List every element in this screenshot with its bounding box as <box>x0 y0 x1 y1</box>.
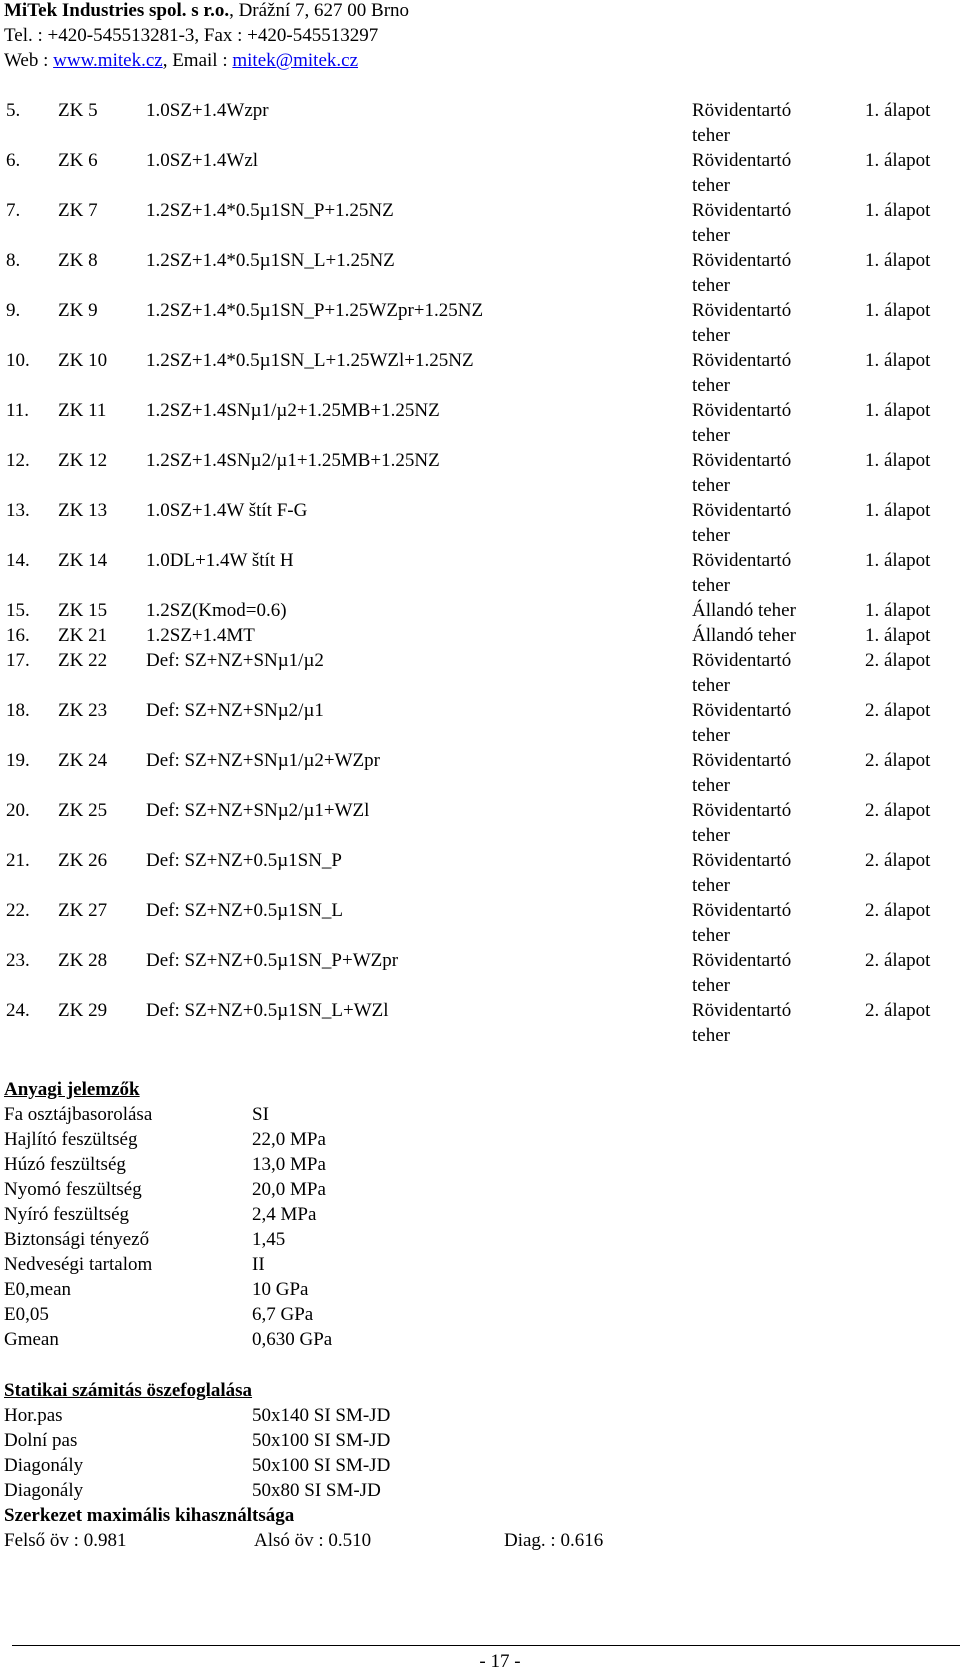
load-duration-line1: Rövidentartó <box>692 850 792 871</box>
combination-row <box>0 798 960 848</box>
combination-formula: 1.2SZ+1.4SNµ1/µ2+1.25MB+1.25NZ <box>146 400 440 421</box>
member-section <box>4 1478 381 1503</box>
load-combinations-list <box>0 98 960 1048</box>
combination-number: 15. <box>6 600 30 621</box>
combination-formula: Def: SZ+NZ+SNµ1/µ2+WZpr <box>146 750 380 771</box>
web-label: Web : <box>4 50 54 71</box>
combination-row <box>0 598 960 623</box>
combination-number: 20. <box>6 800 30 821</box>
utilization-row <box>4 1528 604 1553</box>
limit-state: 2. álapot <box>865 850 931 871</box>
load-duration-line1: Rövidentartó <box>692 400 792 421</box>
member-section <box>4 1403 391 1428</box>
limit-state: 1. álapot <box>865 400 931 421</box>
combination-row <box>0 948 960 998</box>
footer-divider <box>12 1645 960 1646</box>
material-property <box>4 1252 265 1277</box>
load-duration-line2: teher <box>692 125 730 146</box>
combination-row <box>0 698 960 748</box>
combination-row <box>0 748 960 798</box>
web-link[interactable]: www.mitek.cz <box>53 50 163 71</box>
limit-state: 2. álapot <box>865 900 931 921</box>
combination-number: 11. <box>6 400 30 421</box>
member-section-label: Diagonály <box>4 1480 84 1501</box>
combination-id: ZK 9 <box>58 300 98 321</box>
load-duration-line1: Rövidentartó <box>692 250 792 271</box>
combination-row <box>0 848 960 898</box>
combination-formula: 1.0SZ+1.4W štít F-G <box>146 500 308 521</box>
material-property-label: Biztonsági tényező <box>4 1229 150 1250</box>
limit-state: 1. álapot <box>865 350 931 371</box>
combination-id: ZK 15 <box>58 600 108 621</box>
combination-row <box>0 623 960 648</box>
combination-row <box>0 648 960 698</box>
load-duration-line2: teher <box>692 975 730 996</box>
load-duration-type <box>692 798 791 848</box>
combination-id: ZK 10 <box>58 350 108 371</box>
load-duration-line1: Rövidentartó <box>692 750 792 771</box>
company-line <box>4 0 409 23</box>
material-property-value: 13,0 MPa <box>252 1154 326 1175</box>
load-duration-type <box>692 548 791 598</box>
combination-number: 8. <box>6 250 21 271</box>
web-email-line <box>4 48 409 73</box>
combination-number: 17. <box>6 650 30 671</box>
summary-items <box>4 1403 391 1503</box>
material-property <box>4 1327 333 1352</box>
load-duration-line2: teher <box>692 775 730 796</box>
combination-id: ZK 12 <box>58 450 108 471</box>
tel-fax-line: Tel. : +420-545513281-3, Fax : +420-545513297 <box>4 25 379 46</box>
material-property <box>4 1227 286 1252</box>
page-number: - 17 - <box>479 1651 521 1672</box>
load-duration-type <box>692 98 791 148</box>
member-section-label: Hor.pas <box>4 1405 63 1426</box>
material-property-value: 20,0 MPa <box>252 1179 326 1200</box>
material-property-label: Nedveségi tartalom <box>4 1254 153 1275</box>
combination-formula: 1.0SZ+1.4Wzpr <box>146 100 269 121</box>
load-duration-line1: Rövidentartó <box>692 350 792 371</box>
summary-title: Statikai számitás öszefoglalása <box>4 1380 253 1401</box>
load-duration-type <box>692 398 791 448</box>
load-duration-line1: Rövidentartó <box>692 550 792 571</box>
material-property-value: SI <box>252 1104 269 1125</box>
combination-number: 19. <box>6 750 30 771</box>
load-duration-type <box>692 148 791 198</box>
combination-row <box>0 198 960 248</box>
combination-row <box>0 398 960 448</box>
combination-formula: Def: SZ+NZ+SNµ1/µ2 <box>146 650 324 671</box>
combination-number: 16. <box>6 625 30 646</box>
limit-state: 2. álapot <box>865 650 931 671</box>
member-section-value: 50x100 SI SM-JD <box>252 1455 391 1476</box>
combination-formula: 1.2SZ+1.4*0.5µ1SN_P+1.25WZpr+1.25NZ <box>146 300 484 321</box>
combination-row <box>0 148 960 198</box>
combination-formula: 1.2SZ+1.4*0.5µ1SN_L+1.25WZl+1.25NZ <box>146 350 474 371</box>
limit-state: 2. álapot <box>865 800 931 821</box>
member-section-value: 50x100 SI SM-JD <box>252 1430 391 1451</box>
combination-number: 9. <box>6 300 21 321</box>
load-duration-line1: Rövidentartó <box>692 500 792 521</box>
combination-id: ZK 13 <box>58 500 108 521</box>
combination-formula: 1.2SZ+1.4MT <box>146 625 255 646</box>
combination-number: 23. <box>6 950 30 971</box>
combination-formula: Def: SZ+NZ+0.5µ1SN_P+WZpr <box>146 950 399 971</box>
limit-state: 1. álapot <box>865 500 931 521</box>
load-duration-line1: Rövidentartó <box>692 650 792 671</box>
material-property <box>4 1302 314 1327</box>
combination-id: ZK 24 <box>58 750 108 771</box>
member-section-value: 50x140 SI SM-JD <box>252 1405 391 1426</box>
load-duration-type <box>692 198 791 248</box>
limit-state: 2. álapot <box>865 750 931 771</box>
material-property-value: 1,45 <box>252 1229 286 1250</box>
limit-state: 2. álapot <box>865 1000 931 1021</box>
limit-state: 1. álapot <box>865 600 931 621</box>
combination-id: ZK 5 <box>58 100 98 121</box>
limit-state: 2. álapot <box>865 700 931 721</box>
combination-id: ZK 22 <box>58 650 108 671</box>
load-duration-type <box>692 998 791 1048</box>
load-duration-line1: Rövidentartó <box>692 1000 792 1021</box>
combination-number: 22. <box>6 900 30 921</box>
combination-number: 18. <box>6 700 30 721</box>
load-duration-line2: teher <box>692 275 730 296</box>
combination-formula: 1.2SZ(Kmod=0.6) <box>146 600 287 621</box>
limit-state: 1. álapot <box>865 200 931 221</box>
email-label: , Email : <box>162 50 233 71</box>
limit-state: 2. álapot <box>865 950 931 971</box>
material-property <box>4 1127 326 1152</box>
load-duration-line1: Rövidentartó <box>692 200 792 221</box>
limit-state: 1. álapot <box>865 100 931 121</box>
combination-number: 14. <box>6 550 30 571</box>
load-duration-line2: teher <box>692 925 730 946</box>
load-duration-type <box>692 248 791 298</box>
combination-number: 12. <box>6 450 30 471</box>
combination-formula: Def: SZ+NZ+0.5µ1SN_L+WZl <box>146 1000 389 1021</box>
member-section-label: Dolní pas <box>4 1430 78 1451</box>
material-property-label: E0,mean <box>4 1279 72 1300</box>
material-property <box>4 1102 269 1127</box>
combination-formula: Def: SZ+NZ+0.5µ1SN_L <box>146 900 344 921</box>
combination-formula: Def: SZ+NZ+SNµ2/µ1 <box>146 700 324 721</box>
material-property-label: Gmean <box>4 1329 59 1350</box>
materials-items <box>4 1102 333 1352</box>
material-property-value: II <box>252 1254 265 1275</box>
material-property <box>4 1277 309 1302</box>
diagonal-utilization: Diag. : 0.616 <box>504 1530 604 1551</box>
load-duration-line1: Rövidentartó <box>692 700 792 721</box>
material-property-value: 10 GPa <box>252 1279 309 1300</box>
combination-id: ZK 29 <box>58 1000 108 1021</box>
combination-row <box>0 998 960 1048</box>
combination-row <box>0 548 960 598</box>
material-property-label: Nyíró feszültség <box>4 1204 130 1225</box>
max-utilization-title: Szerkezet maximális kihasználtsága <box>4 1505 295 1526</box>
materials-title: Anyagi jelemzők <box>4 1079 140 1100</box>
load-duration-line2: teher <box>692 325 730 346</box>
load-duration-line1: Állandó teher <box>692 625 796 646</box>
combination-number: 24. <box>6 1000 30 1021</box>
material-property <box>4 1177 326 1202</box>
load-duration-type <box>692 648 791 698</box>
limit-state: 1. álapot <box>865 550 931 571</box>
limit-state: 1. álapot <box>865 150 931 171</box>
member-section <box>4 1453 391 1478</box>
company-name: MiTek Industries spol. s r.o. <box>4 0 230 21</box>
combination-id: ZK 26 <box>58 850 108 871</box>
limit-state: 1. álapot <box>865 250 931 271</box>
combination-formula: Def: SZ+NZ+SNµ2/µ1+WZl <box>146 800 370 821</box>
load-duration-type <box>692 623 796 648</box>
company-address: , Drážní 7, 627 00 Brno <box>229 0 410 21</box>
load-duration-type <box>692 598 796 623</box>
load-duration-line1: Rövidentartó <box>692 800 792 821</box>
material-property-label: E0,05 <box>4 1304 49 1325</box>
load-duration-type <box>692 898 791 948</box>
combination-id: ZK 6 <box>58 150 98 171</box>
load-duration-line1: Rövidentartó <box>692 900 792 921</box>
load-duration-line2: teher <box>692 225 730 246</box>
load-duration-type <box>692 848 791 898</box>
combination-number: 6. <box>6 150 21 171</box>
combination-id: ZK 21 <box>58 625 108 646</box>
materials-section <box>4 1077 333 1352</box>
combination-id: ZK 11 <box>58 400 107 421</box>
load-duration-type <box>692 448 791 498</box>
limit-state: 1. álapot <box>865 625 931 646</box>
combination-row <box>0 298 960 348</box>
load-duration-line2: teher <box>692 425 730 446</box>
combination-id: ZK 14 <box>58 550 108 571</box>
load-duration-type <box>692 298 791 348</box>
material-property-value: 0,630 GPa <box>252 1329 333 1350</box>
limit-state: 1. álapot <box>865 450 931 471</box>
combination-number: 13. <box>6 500 30 521</box>
load-duration-line2: teher <box>692 1025 730 1046</box>
combination-row <box>0 898 960 948</box>
load-duration-type <box>692 948 791 998</box>
material-property <box>4 1152 326 1177</box>
combination-id: ZK 7 <box>58 200 98 221</box>
load-duration-type <box>692 698 791 748</box>
load-duration-type <box>692 748 791 798</box>
lower-chord-utilization: Alsó öv : 0.510 <box>254 1530 372 1551</box>
load-duration-line2: teher <box>692 875 730 896</box>
combination-row <box>0 248 960 298</box>
combination-id: ZK 25 <box>58 800 108 821</box>
combination-row <box>0 448 960 498</box>
load-duration-line1: Rövidentartó <box>692 950 792 971</box>
load-duration-line2: teher <box>692 475 730 496</box>
load-duration-type <box>692 498 791 548</box>
load-duration-line2: teher <box>692 175 730 196</box>
load-duration-type <box>692 348 791 398</box>
load-duration-line2: teher <box>692 375 730 396</box>
material-property-value: 6,7 GPa <box>252 1304 314 1325</box>
load-duration-line1: Rövidentartó <box>692 150 792 171</box>
combination-id: ZK 23 <box>58 700 108 721</box>
material-property-label: Hajlító feszültség <box>4 1129 138 1150</box>
member-section-value: 50x80 SI SM-JD <box>252 1480 381 1501</box>
combination-row <box>0 498 960 548</box>
summary-section <box>4 1378 604 1553</box>
material-property-value: 22,0 MPa <box>252 1129 326 1150</box>
combination-number: 5. <box>6 100 21 121</box>
material-property <box>4 1202 317 1227</box>
combination-formula: Def: SZ+NZ+0.5µ1SN_P <box>146 850 342 871</box>
combination-row <box>0 348 960 398</box>
combination-number: 7. <box>6 200 21 221</box>
combination-formula: 1.0SZ+1.4Wzl <box>146 150 259 171</box>
material-property-value: 2,4 MPa <box>252 1204 317 1225</box>
material-property-label: Fa osztájbasorolása <box>4 1104 153 1125</box>
material-property-label: Nyomó feszültség <box>4 1179 142 1200</box>
load-duration-line2: teher <box>692 825 730 846</box>
email-link[interactable]: mitek@mitek.cz <box>232 50 359 71</box>
load-duration-line2: teher <box>692 725 730 746</box>
load-duration-line2: teher <box>692 675 730 696</box>
load-duration-line1: Rövidentartó <box>692 300 792 321</box>
combination-id: ZK 27 <box>58 900 108 921</box>
load-duration-line1: Rövidentartó <box>692 450 792 471</box>
limit-state: 1. álapot <box>865 300 931 321</box>
combination-number: 21. <box>6 850 30 871</box>
load-duration-line1: Állandó teher <box>692 600 796 621</box>
member-section <box>4 1428 391 1453</box>
load-duration-line2: teher <box>692 525 730 546</box>
load-duration-line1: Rövidentartó <box>692 100 792 121</box>
combination-row <box>0 98 960 148</box>
combination-id: ZK 28 <box>58 950 108 971</box>
combination-formula: 1.0DL+1.4W štít H <box>146 550 294 571</box>
upper-chord-utilization: Felső öv : 0.981 <box>4 1530 127 1551</box>
member-section-label: Diagonály <box>4 1455 84 1476</box>
load-duration-line2: teher <box>692 575 730 596</box>
combination-formula: 1.2SZ+1.4*0.5µ1SN_P+1.25NZ <box>146 200 394 221</box>
combination-number: 10. <box>6 350 30 371</box>
combination-formula: 1.2SZ+1.4SNµ2/µ1+1.25MB+1.25NZ <box>146 450 440 471</box>
material-property-label: Húzó feszültség <box>4 1154 126 1175</box>
combination-id: ZK 8 <box>58 250 98 271</box>
company-header <box>4 0 409 73</box>
combination-formula: 1.2SZ+1.4*0.5µ1SN_L+1.25NZ <box>146 250 395 271</box>
